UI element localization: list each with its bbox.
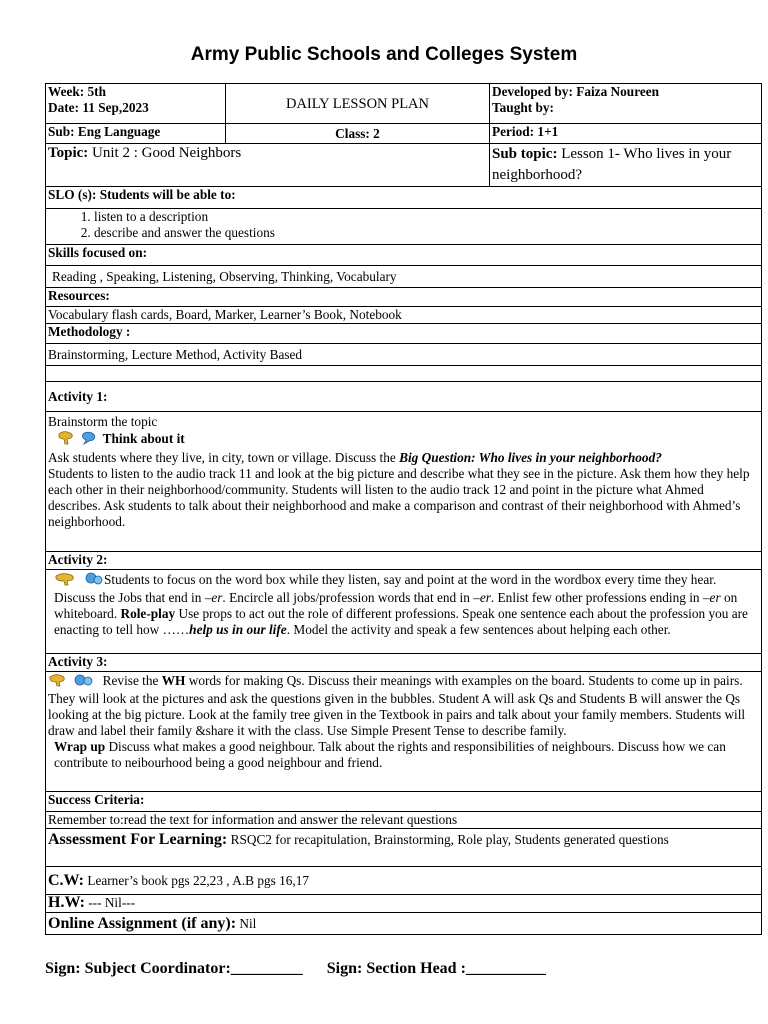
assessment-text: RSQC2 for recapitulation, Brainstorming, Role play, Students generated questions [227, 832, 669, 847]
topic-cell [46, 144, 490, 187]
lightbulb-icon [56, 430, 78, 450]
activity2-text: . Model the activity and speak a few sentences about helping each other. [286, 622, 671, 637]
slo-item: 2. describe and answer the questions [94, 225, 759, 241]
period-cell: Period: 1+1 [490, 124, 762, 144]
activity2-text: . Encircle all jobs/profession words that end in [222, 590, 474, 605]
activity2-body [46, 570, 762, 654]
section-head-sign: Sign: Section Head :__________ [326, 960, 546, 977]
activity2-text: on whiteboard. [54, 590, 738, 621]
activity2-para [48, 572, 759, 638]
activity2-text: . Enlist few other professions ending in [490, 590, 703, 605]
activity3-text: Revise the [102, 673, 162, 689]
online-cell [46, 913, 762, 935]
slo-heading: SLO (s): Students will be able to: [46, 187, 762, 209]
hw-text: --- Nil--- [84, 895, 136, 910]
wrap-up-para [48, 739, 759, 771]
date-text: Date: 11 Sep,2023 [48, 100, 149, 115]
activity1-heading: Activity 1: [46, 382, 762, 412]
plan-title-cell [226, 84, 490, 124]
think-about-it: Think about it [102, 431, 185, 447]
speech-bubble-icon [81, 431, 99, 449]
hw-heading: H.W: [48, 894, 85, 911]
activity3-para1 [48, 673, 759, 739]
developed-by: Developed by: Faiza Noureen [492, 84, 660, 99]
subtopic-cell [490, 144, 762, 187]
plan-title: DAILY LESSON PLAN [285, 95, 429, 112]
cw-heading: C.W: [48, 871, 84, 889]
class-cell: Class: 2 [226, 124, 490, 144]
wrap-up-label: Wrap up [54, 739, 106, 754]
activity3-text: words for making Qs. Discuss their meanings with examples on the board. Students to come up in pairs. They will look at the pictures and ask the questions given in the bubbles. Student A will ask Qs and Students B will answer the Qs looking at the big picture. Look at the family tree given in the Textbook in pairs and talk about your family members. Students will draw and label their family &share it with the class. Use Simple Present Tense to describe family. [48, 673, 746, 738]
methodology-heading: Methodology : [46, 324, 762, 344]
er-suffix: –er [702, 590, 721, 605]
lightbulb-icon [54, 572, 84, 590]
cw-cell [46, 867, 762, 895]
slo-list [48, 209, 759, 241]
skills-heading: Skills focused on: [46, 245, 762, 266]
online-text: Nil [236, 915, 257, 931]
activity1-text: Ask students where they live, in city, town or village. Discuss the [48, 450, 400, 465]
slo-item: 1. listen to a description [94, 209, 759, 225]
activity2-text: Use props to act out the role of different professions. Speak one sentence each about the profession you are enacting to tell how …… [54, 606, 748, 637]
taught-by: Taught by: [492, 100, 554, 115]
page-title: Army Public Schools and Colleges System [190, 44, 578, 65]
role-play-label: Role-play [120, 606, 176, 621]
activity2-heading: Activity 2: [46, 552, 762, 570]
subtopic-label: Sub topic: [492, 146, 558, 162]
week-text: Week: 5th [48, 84, 106, 99]
subtopic-value: Lesson 1- Who lives in your neighborhood? [492, 146, 732, 183]
week-date-cell [46, 84, 226, 124]
success-text: Remember to:read the text for information and answer the relevant questions [46, 812, 762, 829]
activity1-para1 [48, 450, 759, 466]
wrap-up-text: Discuss what makes a good neighbour. Talk about the rights and responsibilities of neighbours. Discuss how we can contribute to neibourhood being a good neighbour and friend. [54, 739, 726, 770]
hw-cell [46, 895, 762, 913]
activity1-line1: Brainstorm the topic [48, 414, 158, 429]
activity1-para2: Students to listen to the audio track 11 and look at the big picture and describe what they see in the picture. Ask them how they help each other in their neighborhood/community. Students will listen to the audio track 12 and point in the picture what Ahmed describes. Ask students to talk about their neighborhood and make a comparison and contrast of their neighborhood with Ahmed’s neighborhood. [48, 466, 750, 529]
lesson-plan-table [45, 83, 762, 935]
speech-bubble-icon [84, 572, 104, 590]
developer-cell [490, 84, 762, 124]
er-suffix: –er [473, 590, 491, 605]
lightbulb-icon [48, 673, 72, 691]
assessment-heading: Assessment For Learning: [48, 831, 228, 848]
think-about-it-row [48, 430, 759, 450]
er-suffix: –er [204, 590, 223, 605]
resources-heading: Resources: [46, 288, 762, 307]
online-heading: Online Assignment (if any): [48, 914, 237, 932]
resources-text: Vocabulary flash cards, Board, Marker, Learner’s Book, Notebook [46, 307, 762, 324]
activity3-heading: Activity 3: [46, 654, 762, 672]
big-question: Big Question: Who lives in your neighborhood? [399, 450, 662, 465]
cw-text: Learner’s book pgs 22,23 , A.B pgs 16,17 [84, 872, 310, 888]
blank-row [46, 366, 762, 382]
methodology-text: Brainstorming, Lecture Method, Activity Based [46, 344, 762, 366]
topic-label: Topic: [48, 145, 89, 161]
skills-text: Reading , Speaking, Listening, Observing, Thinking, Vocabulary [46, 266, 762, 288]
help-us-text: help us in our life [189, 622, 287, 637]
success-heading: Success Criteria: [46, 792, 762, 812]
slo-list-cell [46, 209, 762, 245]
activity3-body [46, 672, 762, 792]
assessment-cell [46, 829, 762, 867]
wh-label: WH [161, 673, 186, 689]
coordinator-sign: Sign: Subject Coordinator:_________ [45, 960, 303, 977]
activity2-text: Students to focus on the word box while they listen, say and point at the word in the wordbox every time they hear. Discuss the Jobs that end in [54, 572, 717, 605]
activity1-body [46, 412, 762, 552]
signatures-row [45, 960, 566, 978]
topic-value: Unit 2 : Good Neighbors [88, 145, 242, 161]
speech-bubble-icon [72, 673, 96, 691]
subject-cell: Sub: Eng Language [46, 124, 226, 144]
